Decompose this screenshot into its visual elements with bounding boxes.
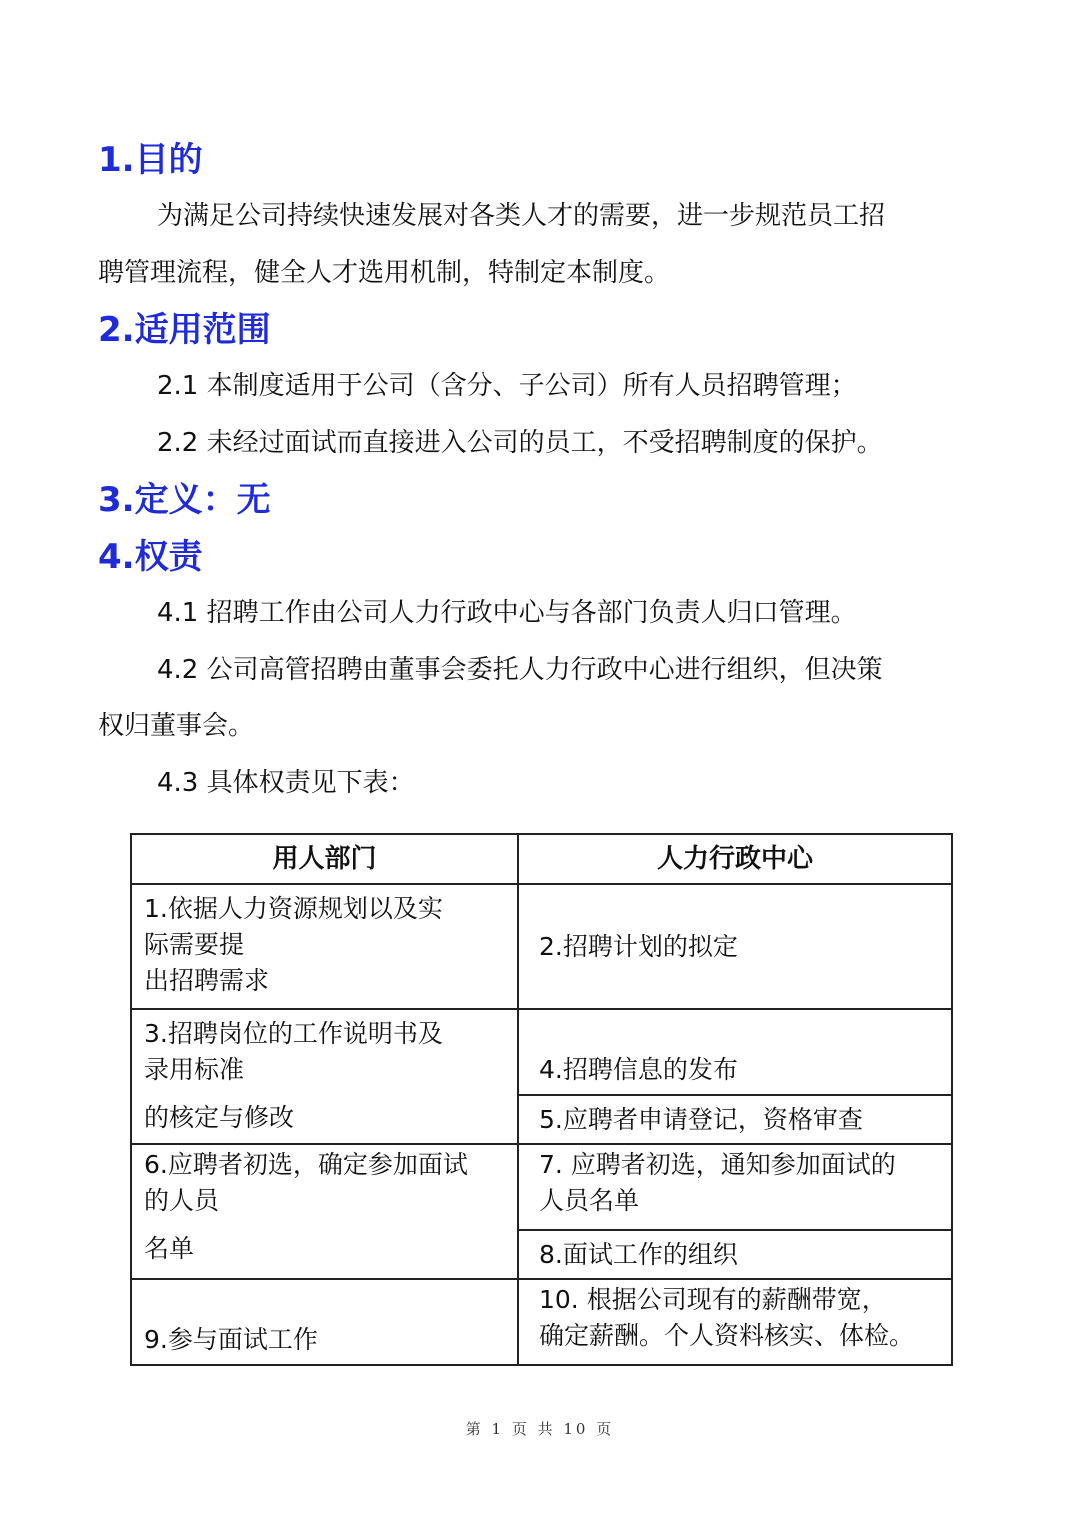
cell-text: 8.面试工作的组织	[539, 1239, 738, 1269]
header-hiring-department: 用人部门	[131, 834, 518, 884]
section-2-item-2: 2.2 未经过面试而直接进入公司的员工，不受招聘制度的保护。	[157, 428, 883, 458]
table-row	[131, 1009, 952, 1095]
table-cell	[518, 1144, 952, 1230]
cell-text: 2.招聘计划的拟定	[539, 931, 738, 961]
cell-text: 5.应聘者申请登记，资格审查	[539, 1104, 863, 1134]
cell-text: 际需要提	[144, 930, 245, 959]
table-cell	[131, 1009, 518, 1144]
cell-text: 的人员	[144, 1186, 220, 1215]
table-cell	[518, 1095, 952, 1144]
table-cell	[131, 1279, 518, 1365]
section-4-item-2-line-1: 4.2 公司高管招聘由董事会委托人力行政中心进行组织，但决策	[157, 655, 883, 685]
section-1-paragraph-line-1: 为满足公司持续快速发展对各类人才的需要，进一步规范员工招	[157, 201, 886, 231]
section-1-paragraph-line-2: 聘管理流程，健全人才选用机制，特制定本制度。	[98, 258, 671, 288]
cell-text: 出招聘需求	[144, 966, 270, 995]
section-1-title: 1.目的	[98, 140, 203, 180]
table-row	[131, 1144, 952, 1230]
section-4-title: 4.权责	[98, 537, 203, 577]
cell-text: 确定薪酬。个人资料核实、体检。	[539, 1321, 915, 1350]
cell-text: 4.招聘信息的发布	[539, 1055, 738, 1084]
cell-text: 10. 根据公司现有的薪酬带宽，	[539, 1285, 887, 1314]
section-4-item-1: 4.1 招聘工作由公司人力行政中心与各部门负责人归口管理。	[157, 598, 857, 628]
responsibility-table	[130, 833, 953, 1366]
cell-text: 3.招聘岗位的工作说明书及	[144, 1019, 443, 1048]
cell-text: 的核定与修改	[144, 1103, 295, 1132]
header-hr-admin-center: 人力行政中心	[518, 834, 952, 884]
cell-text: 名单	[144, 1234, 195, 1263]
table-cell	[518, 1230, 952, 1279]
cell-text: 1.依据人力资源规划以及实	[144, 894, 443, 923]
table-cell	[131, 884, 518, 1009]
table-row	[131, 1279, 952, 1365]
table-cell	[518, 884, 952, 1009]
page-footer: 第 1 页 共 10 页	[465, 1420, 615, 1438]
cell-text: 7. 应聘者初选，通知参加面试的	[539, 1150, 896, 1179]
section-4-item-2-line-2: 权归董事会。	[98, 711, 255, 741]
table-header-row	[131, 834, 952, 884]
cell-text: 9.参与面试工作	[144, 1325, 318, 1354]
cell-text: 人员名单	[539, 1186, 640, 1215]
table-cell	[518, 1279, 952, 1365]
table-cell	[131, 1144, 518, 1279]
section-2-item-1: 2.1 本制度适用于公司（含分、子公司）所有人员招聘管理；	[157, 371, 857, 401]
cell-text: 6.应聘者初选，确定参加面试	[144, 1150, 468, 1179]
section-3-title: 3.定义：无	[98, 480, 271, 520]
cell-text: 录用标准	[144, 1055, 245, 1084]
table-cell	[518, 1009, 952, 1095]
section-2-title: 2.适用范围	[98, 310, 271, 350]
section-4-item-3: 4.3 具体权责见下表：	[157, 768, 415, 798]
table-row	[131, 884, 952, 1009]
